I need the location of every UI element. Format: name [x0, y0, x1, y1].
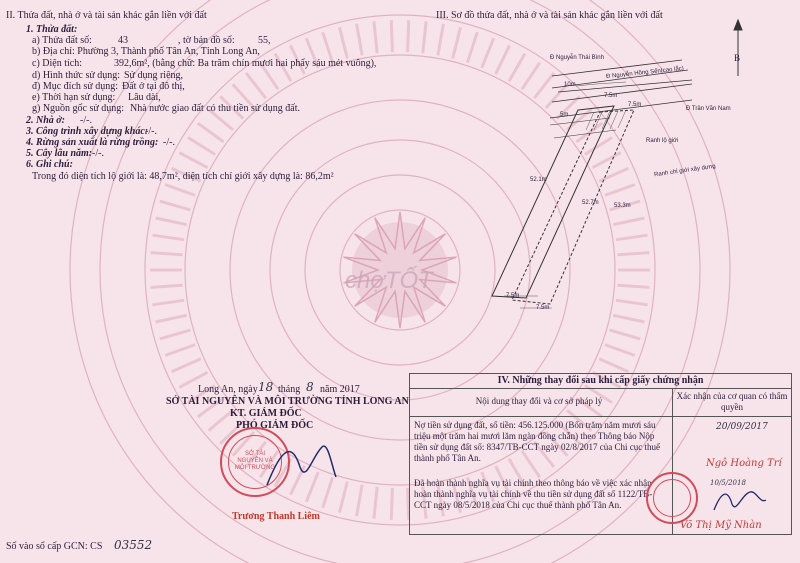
- watermark: chợTỐT: [345, 267, 433, 294]
- north-arrow-icon: [734, 20, 742, 76]
- dim-52-7: 52.7m: [582, 200, 599, 206]
- dim-7-5-top: 7.5m: [604, 93, 618, 99]
- ranh-lo-gioi-label: Ranh lộ giới: [646, 138, 679, 144]
- col-content-header: Nội dung thay đổi và cơ sở pháp lý: [475, 396, 603, 406]
- map-sheet-label: , tờ bản đồ số:: [178, 35, 235, 46]
- item-3-title: 3. Công trình xây dựng khác:: [26, 126, 149, 137]
- usage-term-label: e) Thời hạn sử dụng:: [32, 92, 116, 103]
- note-text: Trong đó diện tích lộ giới là: 48,7m², diện tích chỉ giới xây dựng là: 86,2m²: [32, 171, 334, 182]
- month-label: tháng: [278, 384, 301, 395]
- address: b) Địa chỉ: Phường 3, Thành phố Tân An, Tỉnh Long An,: [32, 46, 260, 57]
- road-line-4: [550, 100, 692, 118]
- parcel-label: a) Thửa đất số:: [32, 35, 92, 46]
- area-label: c) Diện tích:: [32, 58, 82, 69]
- right-panel: [400, 0, 800, 370]
- signer-name: Trương Thanh Liêm: [232, 511, 320, 522]
- north-label: B: [734, 53, 741, 63]
- left-panel: [0, 0, 400, 380]
- entry-1-date: 20/09/2017: [716, 422, 768, 432]
- serial-number: 03552: [114, 538, 153, 552]
- col-confirm-header: Xác nhận của cơ quan có thẩm quyền: [676, 391, 788, 412]
- usage-form-value: Sử dụng riêng,: [124, 70, 184, 81]
- origin-label: g) Nguồn gốc sử dụng:: [32, 103, 125, 114]
- usage-term-value: Lâu dài,: [128, 92, 161, 103]
- seal-text: SỞ TÀI NGUYÊN VÀ MÔI TRƯỜNG: [234, 451, 276, 471]
- year-label: năm 2017: [320, 384, 360, 395]
- kt-giam-doc: KT. GIÁM ĐỐC: [230, 408, 302, 419]
- parcel-number: 43: [118, 35, 128, 46]
- entry-2-signer: Võ Thị Mỹ Nhàn: [680, 520, 762, 531]
- section-ii-title: II. Thửa đất, nhà ở và tài sản khác gắn liền với đất: [6, 10, 207, 21]
- date-day: 18: [258, 380, 274, 394]
- usage-purpose-label: đ) Mục đích sử dụng:: [32, 81, 118, 92]
- section-iii-title: III. Sơ đồ thửa đất, nhà ở và tài sản khác gắn liền với đất: [436, 10, 663, 21]
- signature-scribble: [262, 437, 342, 497]
- map-sheet-number: 55,: [258, 35, 271, 46]
- entry-1-signer: Ngô Hoàng Trí: [706, 458, 782, 469]
- item-5-title: 5. Cây lâu năm:: [26, 148, 93, 159]
- item-2-title: 2. Nhà ở:: [26, 115, 65, 126]
- item-6-title: 6. Ghi chú:: [26, 159, 73, 170]
- dim-7-5-top2: 7.5m: [628, 102, 642, 108]
- entry-signature-scribble: [710, 486, 770, 516]
- changes-title: IV. Những thay đổi sau khi cấp giấy chứng nhận: [497, 375, 704, 386]
- signature-block: [0, 375, 409, 563]
- serial-label: Số vào sổ cấp GCN: CS: [6, 541, 103, 552]
- org-name: SỞ TÀI NGUYÊN VÀ MÔI TRƯỜNG TỈNH LONG AN: [166, 396, 409, 407]
- road-label-3: Đ Trần Văn Nam: [686, 106, 731, 112]
- entry-2-date: 10/5/2018: [710, 479, 746, 487]
- item-2-value: -/-.: [80, 115, 92, 126]
- date-month: 8: [306, 380, 314, 394]
- item-4-value: -/-.: [163, 137, 175, 148]
- item-3-value: -/-.: [145, 126, 157, 137]
- dim-7-5-bottom2: 7.5m: [536, 305, 550, 311]
- pho-giam-doc: PHÓ GIÁM ĐỐC: [236, 420, 314, 431]
- usage-form-label: d) Hình thức sử dụng:: [32, 70, 121, 81]
- road-label-1: Đ Nguyễn Thái Bình: [550, 55, 604, 61]
- ranh-chi-gioi-label: Ranh chỉ giới xây dựng: [653, 163, 717, 179]
- dim-5m: 5m: [560, 112, 569, 118]
- entry-2-content: Đã hoàn thành nghĩa vụ tài chính theo thông báo về việc xác nhận hoàn thành nghĩa vụ tài chính về thu tiền sử dụng đất số 1122/TB-CCT ngày 08/5/2018 của Chi cục thuế thành phố Tân An.: [414, 478, 653, 510]
- item-1-title: 1. Thửa đất:: [26, 24, 78, 35]
- usage-purpose-value: Đất ở tại đô thị,: [122, 81, 185, 92]
- dim-10m: 10m: [564, 82, 576, 88]
- changes-table: [409, 373, 792, 535]
- dim-53-3: 53.3m: [614, 203, 631, 209]
- changes-header-row: [410, 388, 791, 417]
- area-value: 392,6m², (bằng chữ: Ba trăm chín mươi hai phẩy sáu mét vuông),: [114, 58, 377, 69]
- entry-seal: [646, 472, 698, 524]
- road-label-2: Đ Nguyễn Hồng Sến(cao lắc): [605, 65, 685, 81]
- dim-7-5-bottom: 7.5m: [506, 293, 520, 299]
- origin-value: Nhà nước giao đất có thu tiền sử dụng đất.: [130, 103, 300, 114]
- item-4-title: 4. Rừng sản xuất là rừng trồng:: [26, 137, 159, 148]
- date-prefix: Long An, ngày: [198, 384, 258, 395]
- changes-title-row: [410, 374, 791, 389]
- item-5-value: -/-.: [92, 148, 104, 159]
- entry-1-content: Nợ tiền sử dụng đất, số tiền: 456.125.000 (Bốn trăm năm mươi sáu triệu một trăm hai mươi lăm ngàn đồng chẵn) theo Thông báo Nộp tiền sử dụng đất số: 8347/TB-CCT ngày 02/8/2017 của Chi cục thuế thành phố Tân An.: [414, 420, 660, 463]
- dim-52-1: 52.1m: [530, 177, 547, 183]
